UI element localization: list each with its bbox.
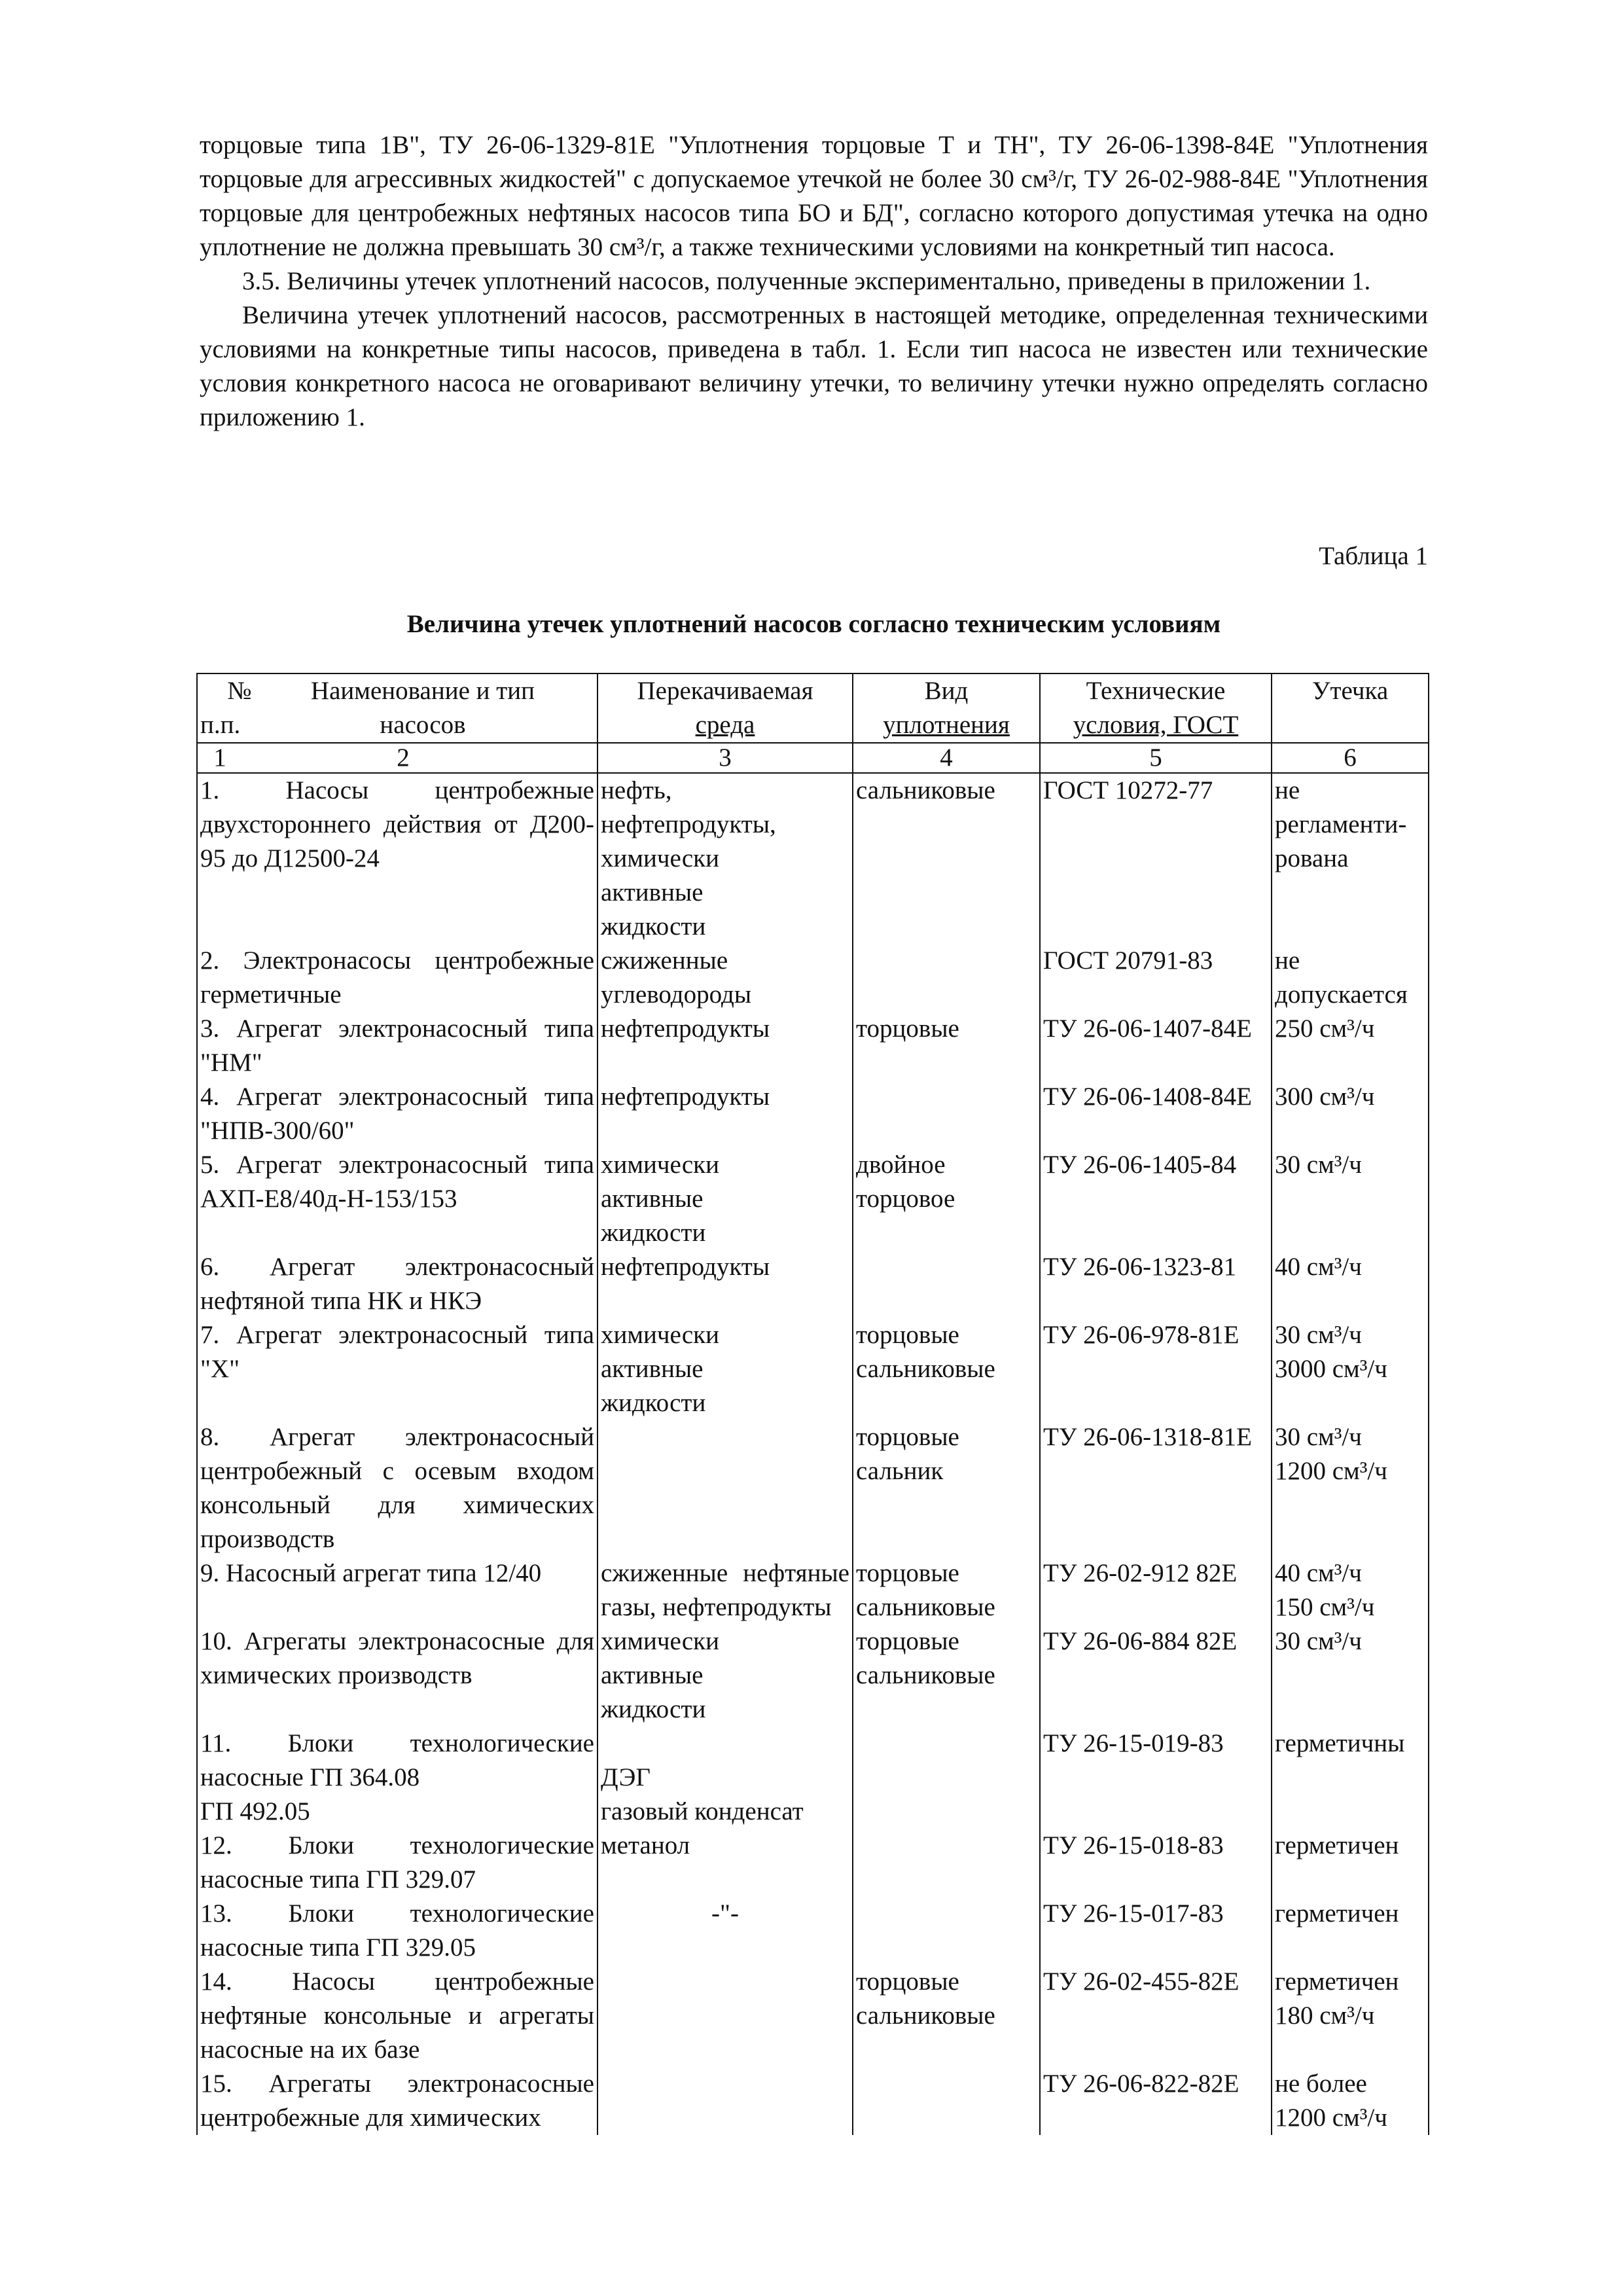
header2-number: п.п. [200, 711, 241, 739]
row-leak: герметичен [1272, 1829, 1429, 1897]
table-title: Величина утечек уплотнений насосов согласно техническим условиям [406, 610, 1221, 638]
row-leak: 30 см³/ч 1200 см³/ч [1272, 1420, 1429, 1556]
column-number-5: 5 [1040, 743, 1272, 773]
row-medium: химически активные жидкости [597, 1318, 853, 1420]
row-leak: герметичен [1272, 1897, 1429, 1965]
row-medium: нефтепродукты [597, 1012, 853, 1080]
table-row [197, 1420, 1429, 1556]
table-row [197, 1624, 1429, 1727]
row-standard: ТУ 26-15-018-83 [1040, 1829, 1272, 1897]
table-row [197, 1250, 1429, 1318]
row-leak: 250 см³/ч [1272, 1012, 1429, 1080]
column-number-6: 6 [1272, 743, 1429, 773]
table-row [197, 2067, 1429, 2135]
row-leak: 30 см³/ч [1272, 1148, 1429, 1250]
row-leak: не допускается [1272, 944, 1429, 1012]
row-leak: 40 см³/ч 150 см³/ч [1272, 1556, 1429, 1624]
header2-leak [1272, 708, 1429, 743]
row-medium: химически активные жидкости [597, 1148, 853, 1250]
table-row [197, 1829, 1429, 1897]
header2-name: насосов [380, 711, 466, 739]
table-row [197, 773, 1429, 944]
header-leak: Утечка [1272, 673, 1429, 708]
column-number-2: 2 [397, 744, 410, 772]
intro-text [200, 128, 1428, 435]
row-standard: ТУ 26-15-017-83 [1040, 1897, 1272, 1965]
row-name: 15. Агрегаты электронасосные центробежные для химических [197, 2067, 597, 2135]
row-medium: нефтепродукты [597, 1250, 853, 1318]
row-seal [853, 1829, 1040, 1897]
table-row [197, 1148, 1429, 1250]
row-name: 3. Агрегат электронасосный типа "НМ" [197, 1012, 597, 1080]
row-name: 14. Насосы центробежные нефтяные консольные и агрегаты насосные на их базе [197, 1965, 597, 2067]
intro-paragraph-3: Величина утечек уплотнений насосов, рассмотренных в настоящей методике, определенная техническими условиями на конкретные типы насосов, приведена в табл. 1. Если тип насоса не известен или технические условия конкретного насоса не оговаривают величину утечки, то величину утечки нужно определять согласно приложению 1. [200, 301, 1428, 431]
table-row [197, 1556, 1429, 1624]
row-medium [597, 1965, 853, 2067]
row-seal [853, 1727, 1040, 1829]
column-numbers-1-2 [197, 743, 597, 773]
row-standard: ТУ 26-06-978-81Е [1040, 1318, 1272, 1420]
row-standard: ГОСТ 10272-77 [1040, 773, 1272, 944]
row-seal: торцовые сальниковые [853, 1965, 1040, 2067]
row-standard: ТУ 26-15-019-83 [1040, 1727, 1272, 1829]
row-name: 6. Агрегат электронасосный нефтяной типа НК и НКЭ [197, 1250, 597, 1318]
row-standard: ТУ 26-06-1405-84 [1040, 1148, 1272, 1250]
row-standard: ТУ 26-02-912 82Е [1040, 1556, 1272, 1624]
row-standard: ТУ 26-06-822-82Е [1040, 2067, 1272, 2135]
row-seal [853, 944, 1040, 1012]
row-medium: ДЭГ газовый конденсат [597, 1727, 853, 1829]
row-leak: герметичен 180 см³/ч [1272, 1965, 1429, 2067]
row-leak: 300 см³/ч [1272, 1080, 1429, 1148]
row-name: 11. Блоки технологические насосные ГП 364.08 ГП 492.05 [197, 1727, 597, 1829]
row-name: 10. Агрегаты электронасосные для химических производств [197, 1624, 597, 1727]
row-seal: торцовые сальниковые [853, 1318, 1040, 1420]
row-standard: ТУ 26-06-1408-84Е [1040, 1080, 1272, 1148]
row-name: 2. Электронасосы центробежные герметичные [197, 944, 597, 1012]
header2-number-and-name [197, 708, 597, 743]
row-medium: химически активные жидкости [597, 1624, 853, 1727]
header-standard: Технические [1040, 673, 1272, 708]
leakage-table [196, 673, 1429, 2135]
row-seal: торцовые сальниковые [853, 1624, 1040, 1727]
row-medium: сжиженные нефтяные газы, нефтепродукты [597, 1556, 853, 1624]
row-leak: герметичны [1272, 1727, 1429, 1829]
table-row [197, 1727, 1429, 1829]
row-seal: торцовые [853, 1012, 1040, 1080]
row-seal: торцовые сальниковые [853, 1556, 1040, 1624]
row-name: 4. Агрегат электронасосный типа "НПВ-300/60" [197, 1080, 597, 1148]
row-seal [853, 1080, 1040, 1148]
column-number-4: 4 [853, 743, 1040, 773]
header2-seal: уплотнения [853, 708, 1040, 743]
intro-paragraph-2: 3.5. Величины утечек уплотнений насосов, полученные экспериментально, приведены в приложении 1. [242, 267, 1371, 295]
row-name: 13. Блоки технологические насосные типа ГП 329.05 [197, 1897, 597, 1965]
row-name: 12. Блоки технологические насосные типа ГП 329.07 [197, 1829, 597, 1897]
row-name: 9. Насосный агрегат типа 12/40 [197, 1556, 597, 1624]
row-name: 7. Агрегат электронасосный типа "Х" [197, 1318, 597, 1420]
row-standard: ТУ 26-06-1318-81Е [1040, 1420, 1272, 1556]
row-leak: 40 см³/ч [1272, 1250, 1429, 1318]
table-row [197, 1012, 1429, 1080]
header-number: № [227, 677, 252, 705]
row-medium: сжиженные углеводороды [597, 944, 853, 1012]
row-seal [853, 1250, 1040, 1318]
row-medium [597, 1420, 853, 1556]
table-row [197, 944, 1429, 1012]
table-row [197, 1318, 1429, 1420]
row-seal: сальниковые [853, 773, 1040, 944]
table-caption: Таблица 1 [1319, 542, 1428, 570]
table-row [197, 1965, 1429, 2067]
header-name: Наименование и тип [310, 677, 535, 705]
intro-paragraph-1: торцовые типа 1В", ТУ 26-06-1329-81Е "Уплотнения торцовые Т и ТН", ТУ 26-06-1398-84Е "Уплотнения торцовые для агрессивных жидкостей" с допускаемое утечкой не более 30 см³/г, ТУ 26-02-988-84Е "Уплотнения торцовые для центробежных нефтяных насосов типа БО и БД", согласно которого допустимая утечка на одно уплотнение не должна превышать 30 см³/г, а также техническими условиями на конкретный тип насоса. [200, 131, 1428, 261]
row-medium [597, 2067, 853, 2135]
header-number-and-name [197, 673, 597, 708]
table-body [197, 773, 1429, 2135]
row-standard: ТУ 26-06-1407-84Е [1040, 1012, 1272, 1080]
header-seal: Вид [853, 673, 1040, 708]
header2-standard: условия, ГОСТ [1040, 708, 1272, 743]
row-medium: метанол [597, 1829, 853, 1897]
row-name: 8. Агрегат электронасосный центробежный с осевым входом консольный для химических производств [197, 1420, 597, 1556]
row-standard: ТУ 26-06-1323-81 [1040, 1250, 1272, 1318]
row-medium: нефтепродукты [597, 1080, 853, 1148]
row-medium: -"- [597, 1897, 853, 1965]
row-standard: ГОСТ 20791-83 [1040, 944, 1272, 1012]
row-seal: двойное торцовое [853, 1148, 1040, 1250]
row-leak: 30 см³/ч [1272, 1624, 1429, 1727]
row-leak: не регламенти- рована [1272, 773, 1429, 944]
table-row [197, 1080, 1429, 1148]
row-standard: ТУ 26-06-884 82Е [1040, 1624, 1272, 1727]
row-leak: 30 см³/ч 3000 см³/ч [1272, 1318, 1429, 1420]
row-seal [853, 1897, 1040, 1965]
header-medium: Перекачиваемая [597, 673, 853, 708]
row-leak: не более 1200 см³/ч [1272, 2067, 1429, 2135]
row-medium: нефть, нефтепродукты, химически активные жидкости [597, 773, 853, 944]
row-name: 5. Агрегат электронасосный типа АХП-Е8/40д-Н-153/153 [197, 1148, 597, 1250]
row-standard: ТУ 26-02-455-82Е [1040, 1965, 1272, 2067]
column-number-1: 1 [213, 744, 226, 772]
header2-medium: среда [597, 708, 853, 743]
table-row [197, 1897, 1429, 1965]
row-seal: торцовые сальник [853, 1420, 1040, 1556]
row-name: 1. Насосы центробежные двухстороннего действия от Д200-95 до Д12500-24 [197, 773, 597, 944]
row-seal [853, 2067, 1040, 2135]
column-number-3: 3 [597, 743, 853, 773]
